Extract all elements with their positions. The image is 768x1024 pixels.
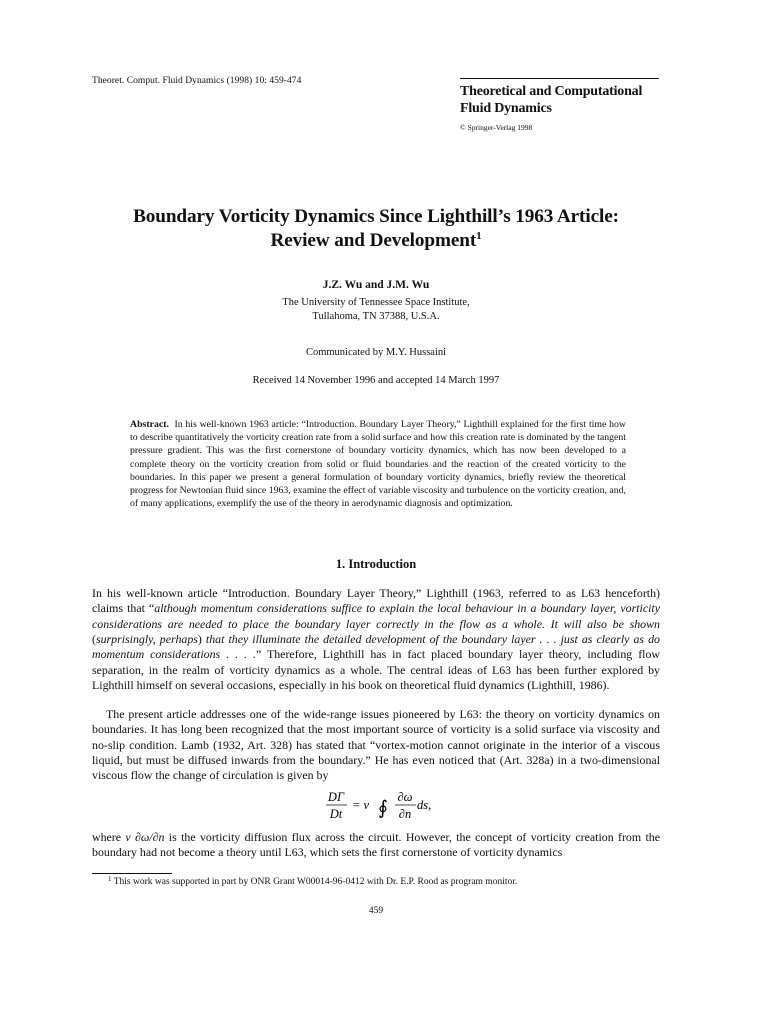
paragraph-1 [92, 586, 660, 693]
eq-rhs-denominator: ∂n [398, 807, 412, 821]
authors: J.Z. Wu and J.M. Wu [322, 279, 430, 291]
eq-rhs-numerator: ∂ω [397, 790, 413, 804]
title-footnote-mark[interactable]: 1 [476, 230, 482, 242]
eq-lhs-denominator: Dt [329, 807, 343, 821]
p1-mid-2: ) [197, 632, 206, 647]
circulation-equation [296, 786, 466, 826]
journal-name-line2: Fluid Dynamics [460, 101, 552, 116]
eq-contour-integral: ∮ [378, 797, 388, 819]
footnote-text: This work was supported in part by ONR Grant W00014-96-0412 with Dr. E.P. Rood as program monitor. [111, 877, 518, 887]
affiliation-line2: Tullahoma, TN 37388, U.S.A. [312, 310, 440, 322]
p1-quote-italic-3: that they illuminate the detailed development of the boundary layer . . . just as clearly as do momentum considerations . . . . [92, 632, 660, 662]
journal-citation: Theoret. Comput. Fluid Dynamics (1998) 10: 459-474 [92, 76, 302, 86]
footnote-divider [92, 873, 172, 874]
p1-mid: ( [92, 632, 96, 647]
page-number: 459 [368, 906, 384, 916]
paragraph-3 [92, 830, 660, 861]
paragraph-2: The present article addresses one of the wide-range issues pioneered by L63: the theory on vorticity dynamics on boundaries. It has long been recognized that the most important source of vorticity is a solid surface via viscosity and no-slip condition. Lamb (1932, Art. 328) has stated that “vortex-motion cannot originate in the interior of a viscous liquid, but must be diffused inwards from the boundary.” He has even noticed that (Art. 328a) in a two-dimensional viscous flow the change of circulation is given by [92, 707, 660, 783]
eq-ds-tail: ds, [417, 798, 432, 812]
journal-block [460, 78, 659, 132]
abstract-label: Abstract. [130, 419, 169, 430]
p1-quote-italic-2: surprisingly, perhaps [95, 632, 198, 647]
affiliation-line1: The University of Tennessee Space Institute, [282, 297, 470, 308]
footnote-mark: 1 [108, 875, 112, 883]
p1-lead: In his well-known article “Introduction. Boundary Layer Theory,” Lighthill (1963, referred to as L63 henceforth) claims that “ [92, 586, 660, 616]
affiliation [92, 296, 660, 323]
p3-inline-math: ν ∂ω/∂n [125, 830, 165, 844]
p3-lead: where [92, 830, 126, 844]
paper-title [92, 205, 660, 253]
title-line2: Review and Development [270, 230, 477, 251]
p1-tail: ” Therefore, Lighthill has in fact placed boundary layer theory, including flow separation, in the realm of vorticity dynamics as a whole. The central ideas of L63 has been further explored by Lighthill himself on several occasions, especially in his book on theoretical fluid dynamics (Lighthill, 1986). [92, 647, 661, 693]
eq-equals-nu: = ν [352, 798, 370, 812]
eq-lhs-numerator: DΓ [327, 790, 345, 804]
title-line2-wrap [92, 229, 660, 253]
abstract-text: In his well-known 1963 article: “Introduction. Boundary Layer Theory,” Lighthill explained for the first time how to describe quantitatively the vorticity creation rate from a solid surface and how this creation rate is dominated by the tangent pressure gradient. This was the first cornerstone of boundary vorticity dynamics, which has now been developed to a complete theory on the vorticity creation from solid or fluid boundaries and the reaction of the created vorticity to the boundaries. In this paper we present a general formulation of boundary vorticity dynamics, briefly review the theoretical progress for Newtonian fluid since 1963, examine the effect of variable viscosity and turbulence on the vorticity creation, and, of many applications, exemplify the use of the theory in aerodynamic diagnosis and optimization. [130, 419, 626, 510]
communicated-by: Communicated by M.Y. Hussaini [305, 347, 447, 358]
received-dates: Received 14 November 1996 and accepted 14 March 1997 [252, 375, 500, 386]
section-heading-introduction: 1. Introduction [335, 557, 417, 571]
abstract [130, 418, 626, 510]
p3-tail: is the vorticity diffusion flux across the circuit. However, the concept of vorticity creation from the boundary had not become a theory until L63, which sets the first cornerstone of vorticity dynamics [92, 830, 660, 860]
footnote-1 [108, 877, 660, 887]
p1-quote-italic-1: although momentum considerations suffice to explain the local behaviour in a boundary layer, vorticity considerations are needed to place the boundary layer correctly in the flow as a whole. It will also be shown [92, 601, 660, 631]
title-line1: Boundary Vorticity Dynamics Since Lighthill’s 1963 Article: [133, 206, 619, 227]
copyright-notice: © Springer-Verlag 1998 [460, 123, 533, 132]
journal-name-line1: Theoretical and Computational [460, 84, 643, 99]
